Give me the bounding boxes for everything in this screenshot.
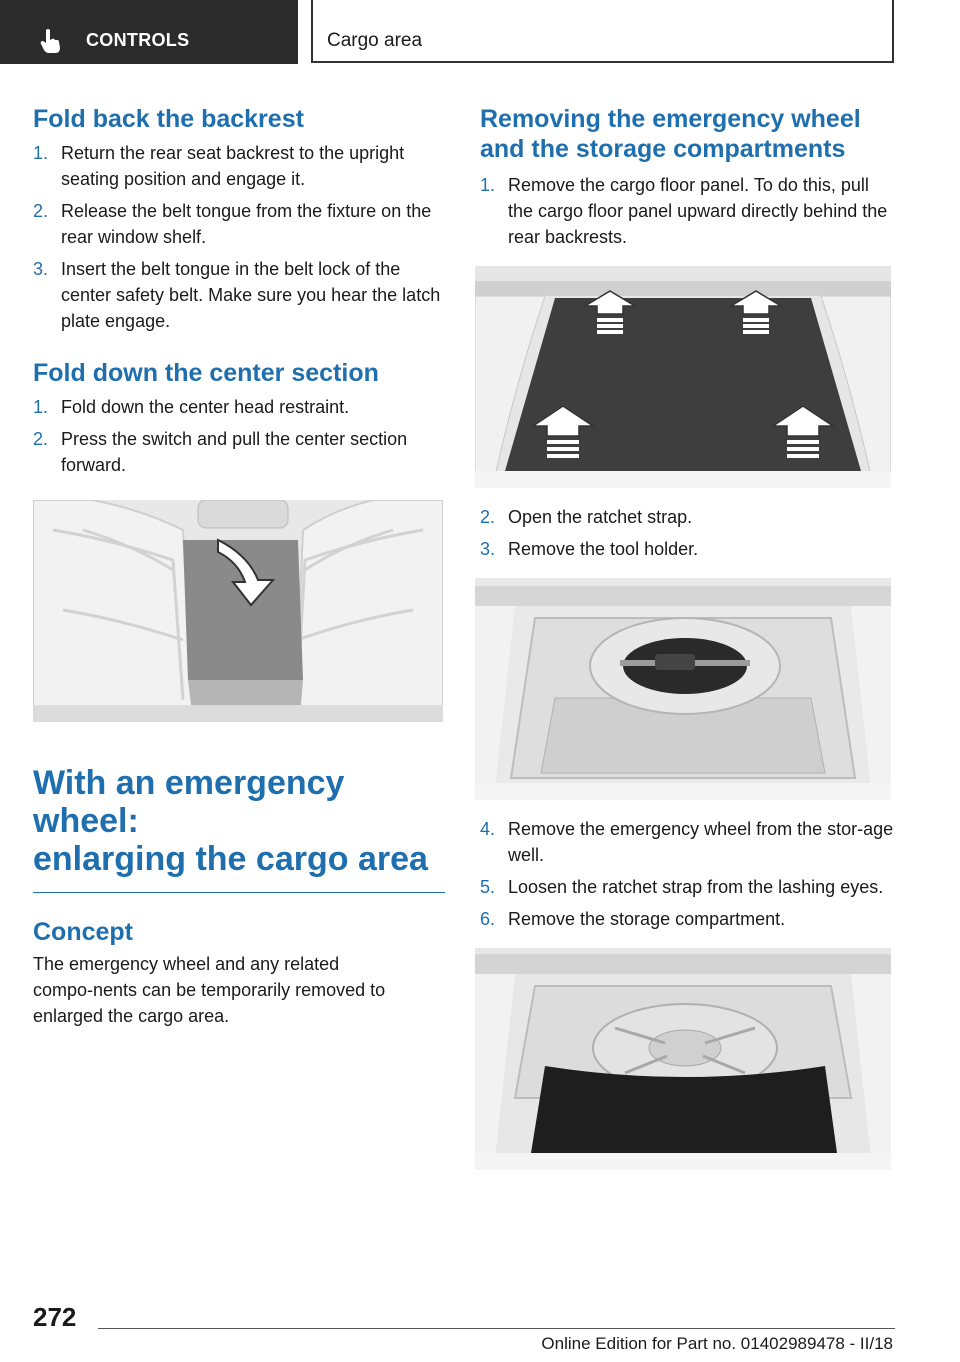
tool-holder-illustration [475, 578, 891, 800]
step-number: 6. [480, 909, 496, 929]
section-heading-removing-line1: Removing the emergency wheel [480, 105, 861, 133]
step-text: Loosen the ratchet strap from the lashing eyes. [508, 877, 884, 897]
step-number: 3. [33, 259, 49, 279]
hand-pointer-icon [40, 28, 62, 54]
step-number: 1. [33, 143, 49, 163]
step-text: Insert the belt tongue in the belt lock of the center safety belt. Make sure you hear the latch plate engage. [61, 259, 441, 331]
tool-holder-graphic [475, 578, 891, 800]
step-text: Fold down the center head restraint. [61, 397, 350, 417]
steps-removing-c [480, 816, 895, 932]
step-text: Remove the storage compartment. [508, 909, 786, 929]
section-label: CONTROLS [86, 30, 190, 50]
concept-text: The emergency wheel and any related compo‑nents can be temporarily removed to enlarged the cargo area. [33, 954, 386, 1026]
list-item [480, 874, 895, 900]
step-number: 1. [480, 175, 496, 195]
step-text: Open the ratchet strap. [508, 507, 693, 527]
list-item [33, 394, 445, 420]
step-text: Press the switch and pull the center section forward. [61, 429, 408, 475]
rear-seat-graphic [33, 500, 443, 722]
step-number: 2. [33, 201, 49, 221]
step-number: 5. [480, 877, 496, 897]
footer-rule [98, 1328, 895, 1329]
page-header [0, 0, 960, 66]
steps-fold-down [33, 394, 445, 478]
list-item [480, 504, 895, 530]
list-item [480, 536, 895, 562]
list-item [480, 906, 895, 932]
section-heading-removing-line2: and the storage compartments [480, 135, 846, 163]
step-text: Release the belt tongue from the fixture on the rear window shelf. [61, 201, 432, 247]
cargo-floor-graphic [475, 266, 891, 488]
chapter-heading-line2: enlarging the cargo area [33, 840, 428, 878]
section-heading-concept: Concept [33, 918, 133, 946]
rear-seat-illustration [33, 500, 443, 722]
steps-fold-back [33, 140, 445, 334]
storage-compartment-illustration [475, 948, 891, 1170]
right-column [480, 104, 895, 1170]
chapter-heading-line1: With an emergency wheel: [33, 764, 345, 840]
step-number: 3. [480, 539, 496, 559]
step-text: Remove the emergency wheel from the stor‑age well. [508, 819, 894, 865]
footer-edition: Online Edition for Part no. 01402989478 - II/18 [541, 1334, 893, 1353]
list-item [33, 198, 445, 250]
section-heading-fold-back: Fold back the backrest [33, 105, 304, 133]
list-item [33, 426, 445, 478]
step-number: 2. [33, 429, 49, 449]
list-item [33, 256, 445, 334]
list-item [480, 172, 895, 250]
step-number: 2. [480, 507, 496, 527]
step-text: Remove the tool holder. [508, 539, 699, 559]
chapter-box [311, 0, 894, 63]
left-column [33, 104, 445, 1029]
steps-removing-b [480, 504, 895, 562]
section-heading-fold-down: Fold down the center section [33, 359, 379, 387]
step-text: Remove the cargo floor panel. To do this, pull the cargo floor panel upward directly behind the rear backrests. [508, 175, 888, 247]
page-number: 272 [33, 1302, 77, 1332]
section-tab [0, 0, 298, 64]
cargo-floor-illustration [475, 266, 891, 488]
step-text: Return the rear seat backrest to the upright seating position and engage it. [61, 143, 405, 189]
step-number: 4. [480, 819, 496, 839]
step-number: 1. [33, 397, 49, 417]
steps-removing-a [480, 172, 895, 250]
list-item [33, 140, 445, 192]
heading-rule [33, 892, 445, 893]
list-item [480, 816, 895, 868]
chapter-label: Cargo area [327, 30, 423, 51]
storage-compartment-graphic [475, 948, 891, 1170]
